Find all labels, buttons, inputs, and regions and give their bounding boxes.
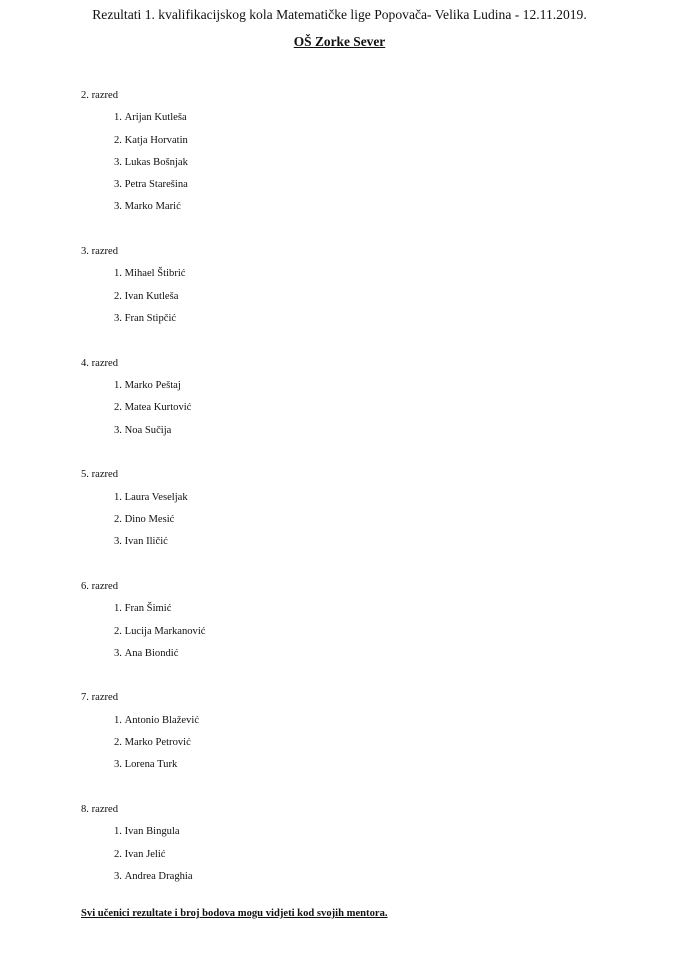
student-name: Lorena Turk [124, 759, 178, 771]
result-entry [81, 152, 641, 174]
result-place: 2. [114, 402, 122, 414]
result-entry [81, 130, 641, 152]
student-name: Fran Šimić [124, 603, 172, 615]
result-entry [81, 621, 641, 643]
result-entry [81, 643, 641, 665]
result-entry [81, 531, 641, 553]
student-name: Dino Mesić [124, 513, 175, 525]
student-name: Antonio Blažević [124, 714, 200, 726]
result-place: 1. [114, 491, 122, 503]
grade-section [81, 799, 641, 888]
result-place: 3. [114, 759, 122, 771]
grade-heading: 7. razred [81, 692, 119, 704]
result-entry [81, 196, 641, 218]
result-place: 2. [114, 848, 122, 860]
result-place: 1. [114, 268, 122, 280]
result-entry [81, 174, 641, 196]
result-place: 3. [114, 870, 122, 882]
school-name [0, 33, 679, 51]
student-name: Noa Sučija [124, 424, 172, 436]
result-place: 2. [114, 513, 122, 525]
results-list [81, 85, 641, 911]
grade-heading: 4. razred [81, 357, 119, 369]
result-entry [81, 397, 641, 419]
grade-heading: 5. razred [81, 469, 119, 481]
student-name: Andrea Draghia [124, 870, 193, 882]
result-entry [81, 844, 641, 866]
result-place: 1. [114, 380, 122, 392]
result-place: 2. [114, 737, 122, 749]
grade-heading: 6. razred [81, 580, 119, 592]
student-name: Matea Kurtović [124, 402, 192, 414]
student-name: Petra Starešina [124, 179, 188, 191]
result-entry [81, 375, 641, 397]
result-entry [81, 487, 641, 509]
result-place: 3. [114, 424, 122, 436]
result-place: 3. [114, 647, 122, 659]
result-entry [81, 420, 641, 442]
student-name: Ivan Kutleša [124, 290, 179, 302]
grade-section [81, 464, 641, 553]
student-name: Ivan Iličić [124, 536, 168, 548]
student-name: Lukas Bošnjak [124, 156, 188, 168]
student-name: Katja Horvatin [124, 134, 188, 146]
result-entry [81, 308, 641, 330]
student-name: Marko Marić [124, 201, 181, 213]
result-place: 3. [114, 179, 122, 191]
student-name: Laura Veseljak [124, 491, 188, 503]
result-place: 2. [114, 134, 122, 146]
grade-section [81, 85, 641, 219]
student-name: Ivan Bingula [124, 826, 180, 838]
grade-section [81, 241, 641, 330]
student-name: Marko Peštaj [124, 380, 181, 392]
result-place: 3. [114, 536, 122, 548]
result-place: 3. [114, 313, 122, 325]
grade-section [81, 576, 641, 665]
student-name: Fran Stipčić [124, 313, 177, 325]
result-place: 2. [114, 625, 122, 637]
result-place: 2. [114, 290, 122, 302]
student-name: Ana Biondić [124, 647, 179, 659]
result-place: 3. [114, 156, 122, 168]
result-entry [81, 286, 641, 308]
result-place: 3. [114, 201, 122, 213]
student-name: Mihael Štibrić [124, 268, 186, 280]
result-place: 1. [114, 112, 122, 124]
footer-note: Svi učenici rezultate i broj bodova mogu vidjeti kod svojih mentora. [81, 908, 388, 919]
result-entry [81, 509, 641, 531]
result-entry [81, 821, 641, 843]
school-name-text: OŠ Zorke Sever [293, 34, 386, 49]
student-name: Lucija Markanović [124, 625, 206, 637]
result-entry [81, 263, 641, 285]
grade-section [81, 353, 641, 442]
student-name: Arijan Kutleša [124, 112, 187, 124]
result-entry [81, 866, 641, 888]
grade-heading: 2. razred [81, 90, 119, 101]
result-entry [81, 754, 641, 776]
result-entry [81, 732, 641, 754]
student-name: Marko Petrović [124, 737, 191, 749]
result-entry [81, 598, 641, 620]
grade-heading: 8. razred [81, 804, 119, 816]
page-title: Rezultati 1. kvalifikacijskog kola Matematičke lige Popovača- Velika Ludina - 12.11.2019. [92, 7, 587, 22]
grade-section [81, 687, 641, 776]
student-name: Ivan Jelić [124, 848, 166, 860]
result-place: 1. [114, 714, 122, 726]
grade-heading: 3. razred [81, 246, 119, 258]
result-place: 1. [114, 826, 122, 838]
result-place: 1. [114, 603, 122, 615]
result-entry [81, 710, 641, 732]
result-entry [81, 107, 641, 129]
